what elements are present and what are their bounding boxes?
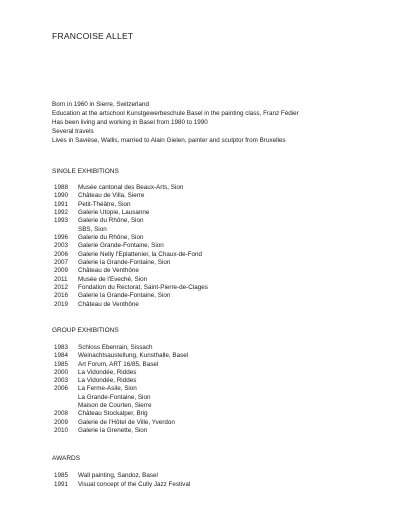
item-text: Galerie du Rhône, Sion [78,233,144,241]
item-year: 1991 [54,200,69,208]
item-year: 2000 [54,368,69,376]
item-year: 2006 [54,250,69,258]
item-text: Château Stockalper, Brig [78,410,148,418]
item-year: 1983 [54,344,69,351]
item-text: Schloss Ebenrain, Sissach [78,344,153,351]
item-text: Château de Venthône [78,300,139,308]
item-text: Galerie la Grenette, Sion [78,426,148,434]
item-year: 2016 [54,292,69,300]
item-text: Galerie Utopie, Lausanne [78,208,150,216]
item-text: Musée cantonal des Beaux-Arts, Sion [78,184,184,191]
bio-line: Education at the artschool Kunstgewerbeschule Basel in the painting class, Franz Fédier [52,110,299,117]
item-year: 2011 [54,275,68,283]
item-year: 2008 [54,410,69,418]
item-text: Galerie la Grande-Fontaine, Sion [78,292,171,300]
item-text: Weinachtsaustellung, Kunsthalle, Basel [78,352,189,360]
item-text: Fondation du Rectorat, Saint-Pierre-de-Clages [78,283,208,291]
item-text: Galerie la Grande-Fontaine, Sion [78,258,171,266]
item-year: 2010 [54,426,69,434]
item-year: 2006 [54,385,69,393]
item-text: Wall painting, Sandoz, Basel [78,472,158,479]
item-text: Visual concept of the Cully Jazz Festival [78,481,191,488]
artist-name: FRANCOISE ALLET [52,31,134,41]
item-year: 1988 [54,184,69,191]
group-exhibitions-heading: GROUP EXHIBITIONS [52,327,119,334]
item-year: 2003 [54,242,69,250]
item-text: Château de Venthône [78,267,139,275]
item-year: 1990 [54,192,69,200]
item-year: 2019 [54,300,69,308]
item-text: La Vidondée, Riddes [78,368,137,376]
item-year: 2009 [54,267,69,275]
item-year: 1985 [54,472,69,479]
item-text: La Vidondée, Riddes [78,377,137,385]
item-text: La Grande-Fontaine, Sion [78,393,151,401]
item-year: 2012 [54,283,69,291]
item-year: 2003 [54,377,69,385]
item-year: 1992 [54,208,69,216]
item-year: 1984 [54,352,69,360]
item-text: Art Forum, ART 16/85, Basel [78,360,159,368]
bio-line: Lives in Savièse, Wallis, married to Alain Gielen, painter and sculptor from Bruxelles [52,137,286,144]
item-year: 2007 [54,258,69,266]
item-year: 1985 [54,360,69,368]
item-year: 1993 [54,217,69,225]
item-text: Galerie du Rhône, Sion [78,217,144,225]
item-text: Maison de Courten, Sierre [78,402,152,410]
bio-line: Several travels [52,128,94,135]
item-text: Galerie de l'Hôtel de Ville, Yverdon [78,418,175,426]
biography [52,100,299,145]
bio-line: Has been living and working in Basel from 1980 to 1990 [52,119,208,126]
item-text: La Ferme-Asile, Sion [78,385,137,393]
item-text: Galerie Nelly l'Eplattenier, la Chaux-de-Fond [78,250,203,258]
bio-line: Born in 1960 in Sierre, Switzerland [52,101,149,108]
item-text: Galerie Grande-Fontaine, Sion [78,242,164,250]
single-exhibitions-heading: SINGLE EXHIBITIONS [52,168,119,175]
item-year: 1996 [54,233,69,241]
item-text: Musée de l'Eveché, Sion [78,275,148,283]
awards-heading: AWARDS [52,455,81,462]
item-year: 1991 [54,481,69,488]
item-year: 2009 [54,418,69,426]
item-text: SBS, Sion [78,225,107,233]
item-text: Château de Villa, Sierre [78,192,145,200]
item-text: Petit-Théâtre, Sion [78,200,131,208]
